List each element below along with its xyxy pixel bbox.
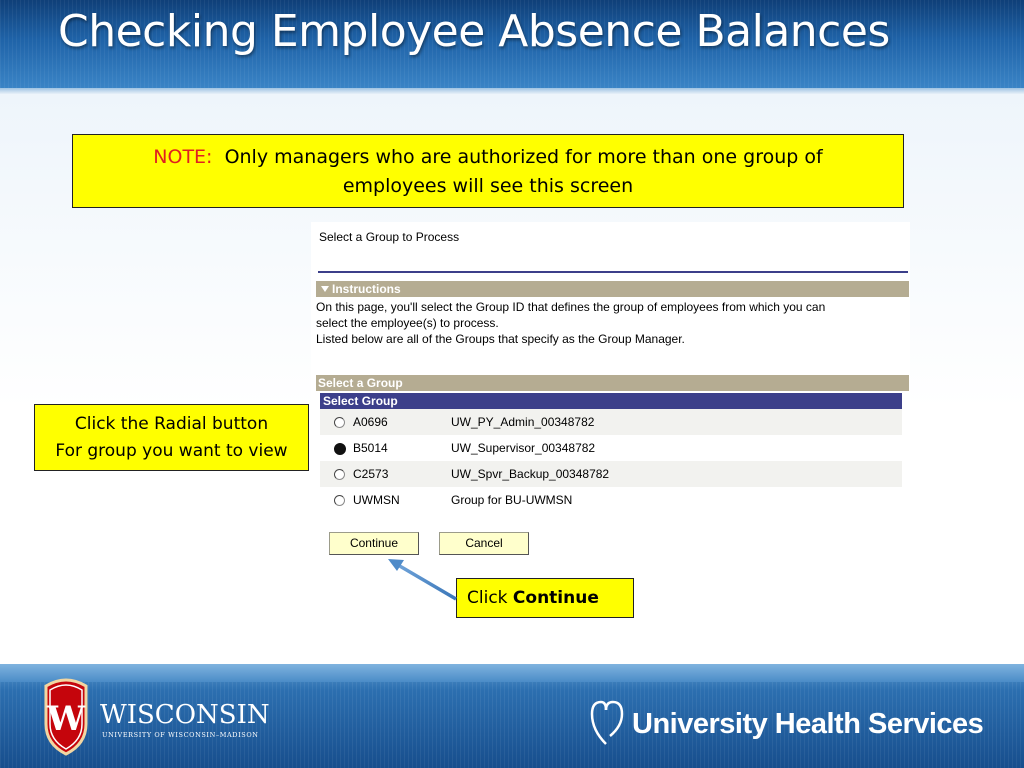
- slide-title: Checking Employee Absence Balances: [58, 6, 890, 57]
- uhs-wordmark: University Health Services: [632, 708, 984, 740]
- radial-button-callout: [34, 404, 309, 471]
- uw-crest-logo: [40, 674, 92, 756]
- instructions-line-2: select the employee(s) to process.: [316, 316, 499, 330]
- instructions-collapse-toggle[interactable]: [316, 281, 909, 297]
- instructions-line-1: On this page, you'll select the Group ID that defines the group of employees from which you can: [316, 300, 826, 314]
- group-description: Group for BU-UWMSN: [451, 493, 573, 507]
- instructions-text: [316, 299, 906, 347]
- group-description: UW_PY_Admin_00348782: [451, 415, 595, 429]
- group-row-b5014[interactable]: [320, 435, 902, 461]
- radial-callout-line-1: Click the Radial button: [74, 414, 269, 434]
- radio-button-uwmsn[interactable]: [334, 495, 345, 506]
- note-text-line1: Only managers who are authorized for more than one group of: [224, 146, 823, 168]
- peoplesoft-page: [311, 222, 910, 588]
- collapse-triangle-icon: [321, 286, 329, 292]
- uhs-heart-logo: [588, 696, 624, 748]
- radial-callout-line-2: For group you want to view: [55, 441, 288, 461]
- select-group-section-heading: Select a Group: [316, 375, 909, 391]
- grid-header: Select Group: [320, 393, 902, 409]
- radio-button-b5014[interactable]: [334, 443, 346, 455]
- group-row-uwmsn[interactable]: [320, 487, 902, 513]
- note-line-1: [73, 143, 903, 172]
- cancel-button[interactable]: Cancel: [439, 532, 529, 555]
- group-id: B5014: [353, 441, 388, 455]
- continue-button[interactable]: Continue: [329, 532, 419, 555]
- note-box: [72, 134, 904, 208]
- group-description: UW_Supervisor_00348782: [451, 441, 596, 455]
- ps-page-title: Select a Group to Process: [319, 230, 460, 244]
- continue-callout-bold: Continue: [512, 588, 599, 608]
- instructions-heading: Instructions: [332, 282, 401, 296]
- crest-letter: W: [46, 699, 86, 739]
- wisconsin-subtitle: UNIVERSITY OF WISCONSIN–MADISON: [102, 731, 259, 739]
- group-row-a0696[interactable]: [320, 409, 902, 435]
- note-label: NOTE:: [153, 146, 213, 168]
- group-id: UWMSN: [353, 493, 400, 507]
- instructions-line-3: Listed below are all of the Groups that specify as the Group Manager.: [316, 332, 685, 346]
- radio-button-c2573[interactable]: [334, 469, 345, 480]
- radio-button-a0696[interactable]: [334, 417, 345, 428]
- slide-footer: [0, 664, 1024, 768]
- group-id: C2573: [353, 467, 389, 481]
- continue-callout-prefix: Click: [467, 588, 508, 608]
- group-row-c2573[interactable]: [320, 461, 902, 487]
- continue-callout: [456, 578, 634, 618]
- group-description: UW_Spvr_Backup_00348782: [451, 467, 610, 481]
- select-group-grid: [320, 393, 902, 513]
- footer-edge: [0, 664, 1024, 682]
- ps-title-divider: [318, 271, 908, 273]
- note-text-line2: employees will see this screen: [342, 175, 634, 197]
- group-id: A0696: [353, 415, 388, 429]
- slide-header: [0, 0, 1024, 88]
- wisconsin-wordmark: WISCONSIN: [100, 700, 270, 730]
